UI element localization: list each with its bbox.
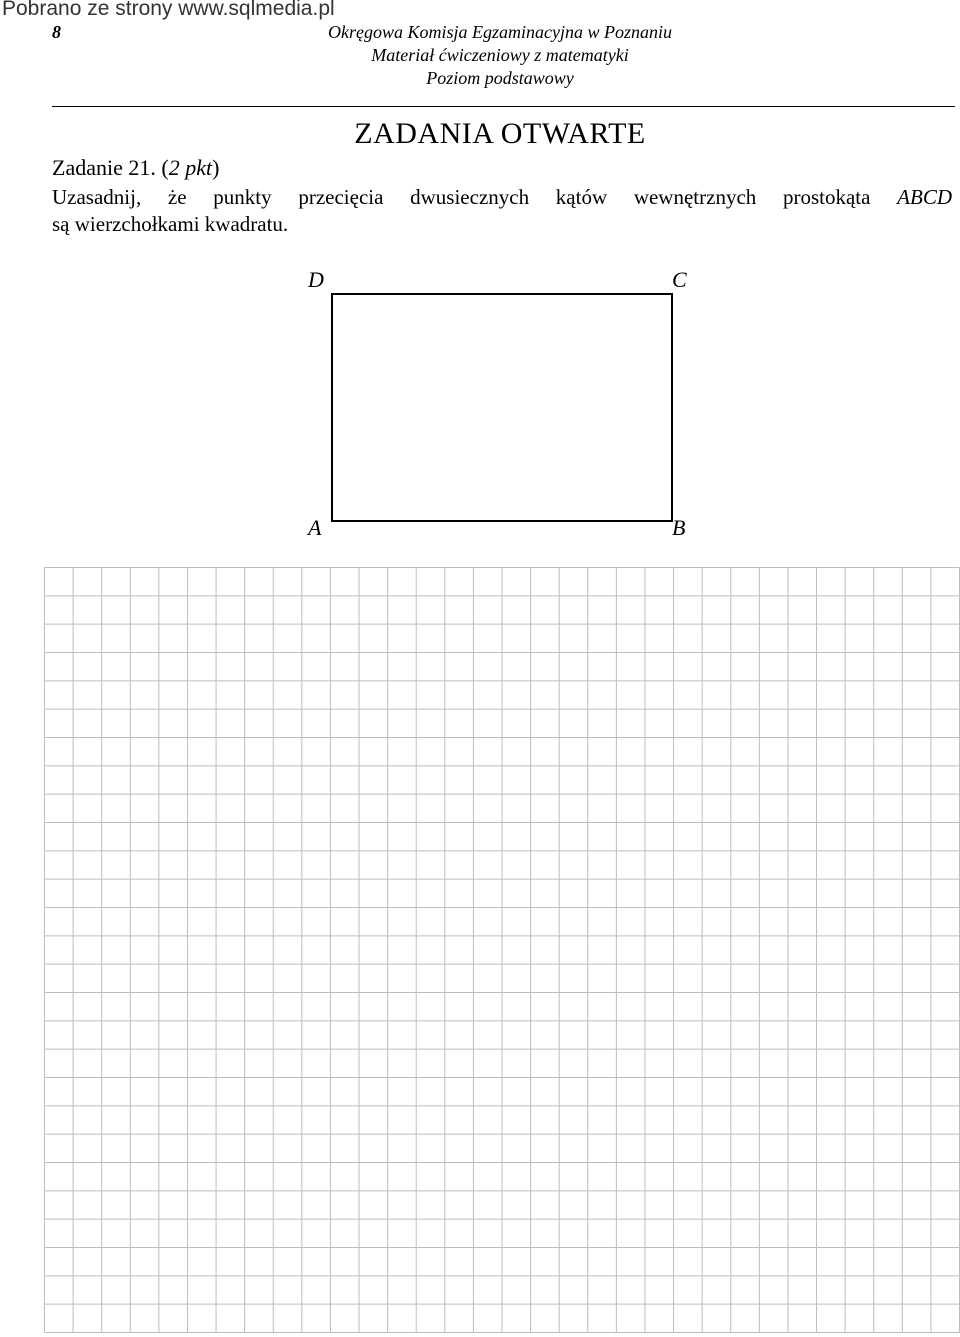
header-material: Materiał ćwiczeniowy z matematyki	[371, 45, 629, 65]
task-text-line-1	[52, 185, 952, 210]
task-points-close: )	[212, 155, 220, 180]
task-text-line-2: są wierzchołkami kwadratu.	[52, 212, 289, 236]
rectangle-abcd	[331, 293, 673, 522]
page-number: 8	[52, 22, 61, 42]
section-title: ZADANIA OTWARTE	[354, 117, 646, 150]
answer-grid[interactable]	[44, 567, 960, 1333]
header-divider	[52, 106, 955, 107]
task-points-open: (	[161, 155, 169, 180]
task-label: Zadanie 21.	[52, 155, 156, 180]
vertex-label-c: C	[672, 267, 687, 292]
task-text-main: Uzasadnij, że punkty przecięcia dwusiecznych kątów wewnętrznych prostokąta	[52, 185, 898, 209]
task-heading	[52, 155, 219, 181]
vertex-label-d: D	[308, 267, 324, 292]
task-text-rect-name: ABCD	[897, 185, 952, 209]
task-points: 2 pkt	[168, 155, 213, 180]
header-level: Poziom podstawowy	[426, 68, 574, 88]
vertex-label-b: B	[672, 515, 686, 540]
source-note: Pobrano ze strony www.sqlmedia.pl	[2, 0, 335, 20]
vertex-label-a: A	[308, 515, 322, 540]
header-institution: Okręgowa Komisja Egzaminacyjna w Poznaniu	[328, 22, 672, 42]
